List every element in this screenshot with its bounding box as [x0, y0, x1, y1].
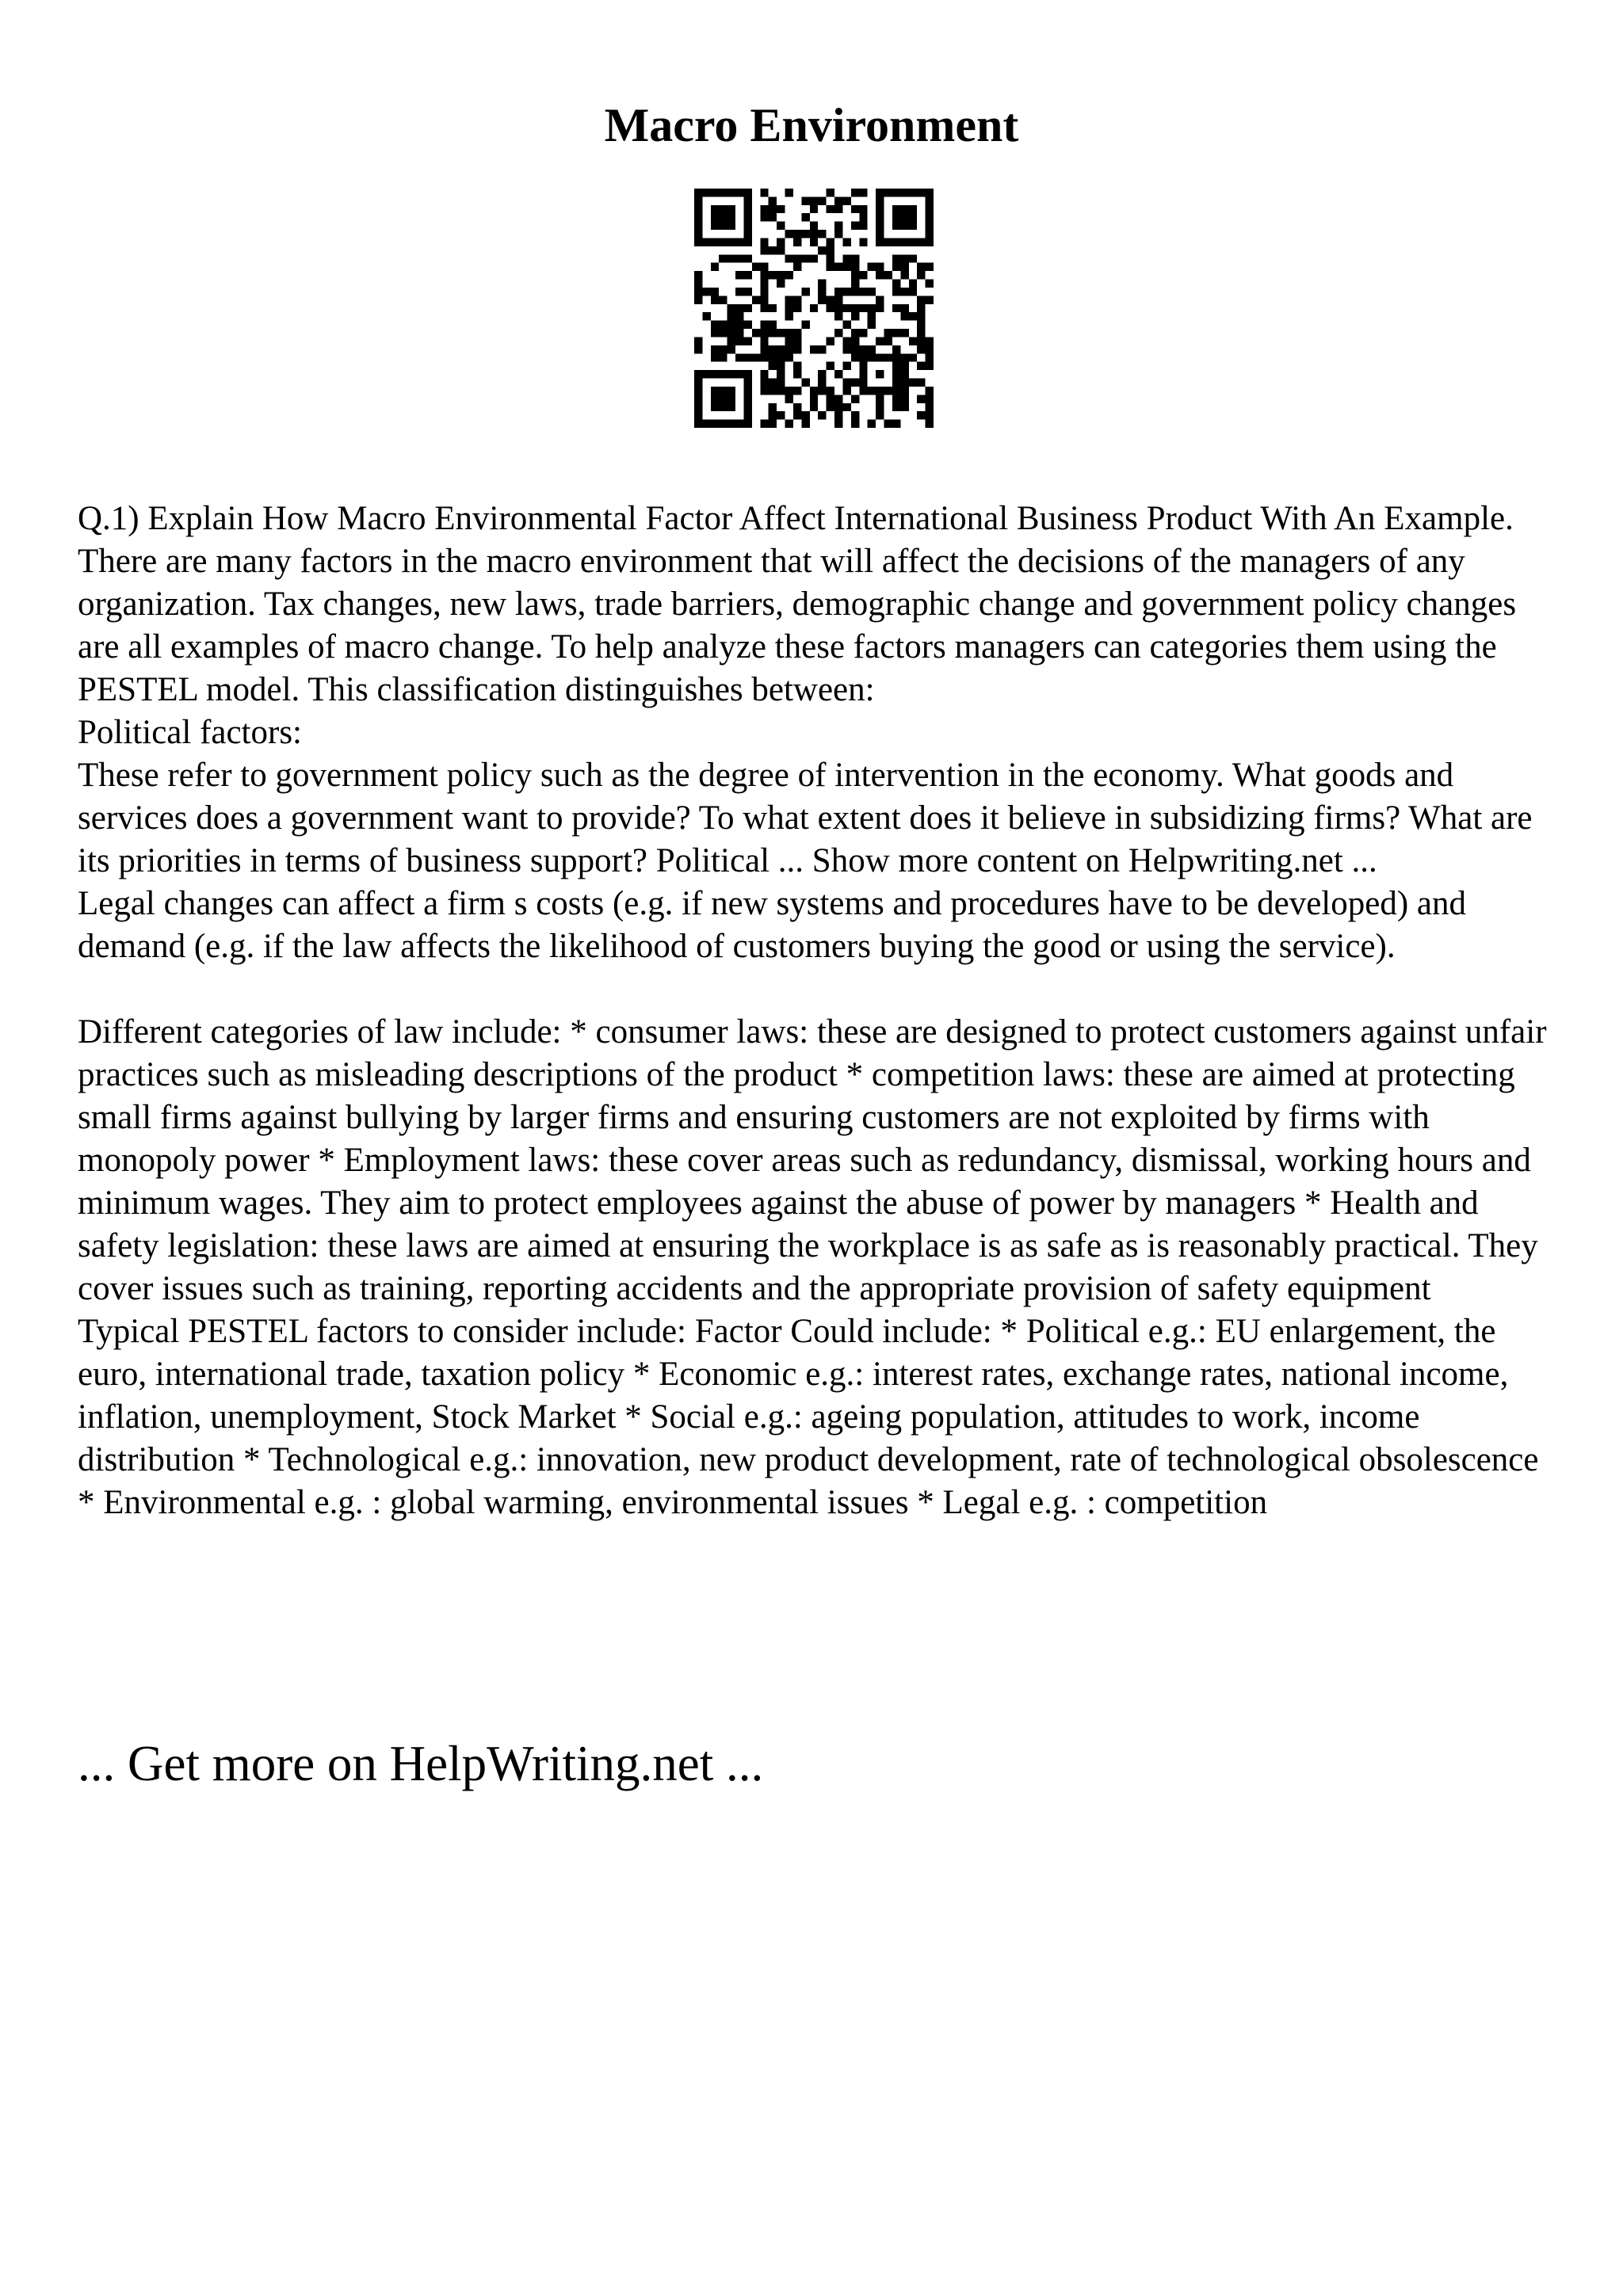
- legal-paragraph: Legal changes can affect a firm s costs (e.g. if new systems and procedures have to be developed) and demand (e.g. if the law affects the likelihood of customers buying the good or using the service).: [78, 885, 1466, 965]
- political-paragraph: These refer to government policy such as the degree of intervention in the economy. What goods and services does a government want to provide? To what extent does it believe in subsidizing firms? What are its priorities in terms of business support? Political ... Show more content on Helpwriting.net ...: [78, 757, 1533, 879]
- article-body: [78, 498, 1560, 1524]
- political-heading: Political factors:: [78, 714, 303, 751]
- intro-paragraph: There are many factors in the macro environment that will affect the decisions of the managers of any organization. Tax changes, new laws, trade barriers, demographic change and government policy changes are all examples of macro change. To help analyze these factors managers can categories them using the PESTEL model. This classification distinguishes between:: [78, 543, 1517, 708]
- page-title: Macro Environment: [604, 99, 1019, 151]
- question-paragraph: Q.1) Explain How Macro Environmental Factor Affect International Business Product With An Example.: [78, 500, 1514, 537]
- law-categories-paragraph: Different categories of law include: * consumer laws: these are designed to protect customers against unfair practices such as misleading descriptions of the product * competition laws: these are aimed at protecting small firms against bullying by larger firms and ensuring customers are not exploited by firms with monopoly power * Employment laws: these cover areas such as redundancy, dismissal, working hours and minimum wages. They aim to protect employees against the abuse of power by managers * Health and safety legislation: these laws are aimed at ensuring the workplace is as safe as is reasonably practical. They cover issues such as training, reporting accidents and the appropriate provision of safety equipment: [78, 1013, 1547, 1307]
- get-more-link[interactable]: ... Get more on HelpWriting.net ...: [78, 1736, 764, 1791]
- pestel-factors-paragraph: Typical PESTEL factors to consider include: Factor Could include: * Political e.g.: EU enlargement, the euro, international trade, taxation policy * Economic e.g.: interest rates, exchange rates, national income, inflation, unemployment, Stock Market * Social e.g.: ageing population, attitudes to work, income distribution * Technological e.g.: innovation, new product development, rate of technological obsolescence * Environmental e.g. : global warming, environmental issues * Legal e.g. : competition: [78, 1313, 1539, 1521]
- paragraph-gap: [78, 968, 1560, 1011]
- qr-code-icon: [694, 189, 934, 428]
